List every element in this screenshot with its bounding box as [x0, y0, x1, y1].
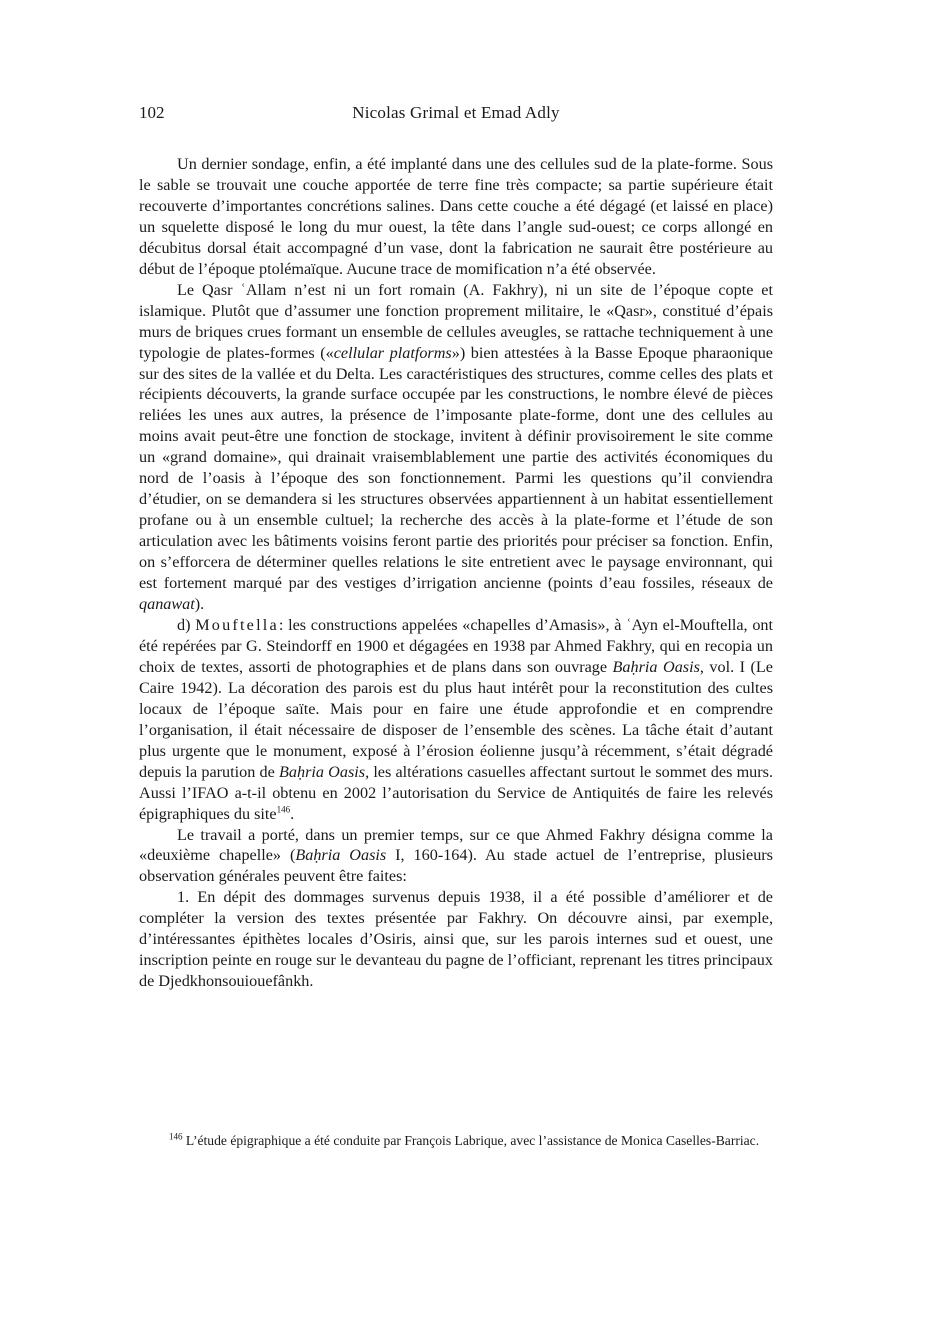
section-label: d) — [177, 615, 196, 634]
text-run: I, 160-164). Au stade actuel de l’entreprise, plusieurs observation générales peuvent être faites: — [139, 846, 773, 886]
body-text — [139, 154, 773, 992]
text-run: , les altérations casuelles affectant surtout le sommet des murs. Aussi l’IFAO a-t-il obtenu en 2002 l’autorisation du Service de Antiquités de faire les relevés épigraphiques du site — [139, 762, 773, 823]
footnote-text: L’étude épigraphique a été conduite par François Labrique, avec l’assistance de Monica Caselles-Barriac. — [182, 1133, 760, 1148]
italic-term: qanawat — [139, 595, 195, 614]
italic-title: Baḥria Oasis — [295, 846, 387, 865]
text-run: ») bien attestées à la Basse Epoque pharaonique sur des sites de la vallée et du Delta. Les caractéristiques des structures, comme celles des plats et récipients découverts, la grande surface occupée par les constructions, le nombre élevé de pièces reliées les unes aux autres, la présence de l’imposante plate-forme, dont une des cellules au moins avait peut-être une fonction de stockage, invitent à définir provisoirement le site comme un «grand domaine», qui drainait vraisemblablement une partie des activités économiques du nord de l’oasis à l’époque des son fonctionnement. Parmi les questions qu’il conviendra d’étudier, on se demandera si les structures observées appartiennent à un habitat essentiellement profane ou à un ensemble cultuel; la recherche des accès à la plate-forme et l’étude de son articulation avec les bâtiments voisins feront partie des priorités pour préciser sa fonction. Enfin, on s’efforcera de déterminer quelles relations le site entretient avec le paysage environnant, qui est fortement marqué par des vestiges d’irrigation ancienne (points d’eau fossiles, réseaux de — [139, 343, 773, 593]
italic-term: cellular platforms — [333, 343, 452, 362]
running-title: Nicolas Grimal et Emad Adly — [352, 103, 560, 122]
text-run: , vol. I (Le Caire 1942). La décoration des parois est du plus haut intérêt pour la reconstitution des cultes locaux de l’époque saïte. Mais pour en faire une étude approfondie et en comprendre l’organisation, il était nécessaire de disposer de l’ensemble des scènes. La tâche était d’autant plus urgente que le monument, exposé à l’érosion éolienne jusqu’à récemment, s’était dégradé depuis la parution de — [139, 657, 773, 781]
text-run: Le Qasr ʿAllam n’est ni un fort romain (A. Fakhry), ni un site de l’époque copte et islamique. Plutôt que d’assumer une fonction proprement militaire, le «Qasr», constitué d’épais murs de briques crues formant un ensemble de cellules aveugles, se rattache techniquement à une typologie de plates-formes (« — [139, 280, 773, 362]
text-run: Le travail a porté, dans un premier temps, sur ce que Ahmed Fakhry désigna comme la «deuxième chapelle» ( — [139, 825, 773, 865]
page-number: 102 — [139, 103, 165, 122]
text-run: . — [290, 804, 295, 823]
footnote-146 — [139, 1132, 773, 1150]
running-head — [139, 101, 773, 125]
paragraph-sondage-text: Un dernier sondage, enfin, a été implanté dans une des cellules sud de la plate-forme. Sous le sable se trouvait une couche apportée de terre fine très compacte; sa partie supérieure était recouverte d’importantes concrétions salines. Dans cette couche a été dégagé (et laissé en place) un squelette disposé le long du mur ouest, la tête dans l’angle sud-ouest; ce corps allongé en décubitus dorsal était accompagné d’un vase, dont la fabrication ne saurait être postérieure au début de l’époque ptolémaïque. Aucune trace de momification n’a été observée. — [139, 155, 773, 278]
italic-title: Baḥria Oasis — [612, 657, 700, 676]
paragraph-qasr-allam — [139, 280, 773, 615]
paragraph-item-1 — [139, 887, 773, 992]
paragraph-sondage — [139, 154, 773, 280]
paragraph-travail — [139, 825, 773, 888]
text-run: ). — [194, 595, 205, 614]
italic-title: Baḥria Oasis — [279, 762, 366, 781]
footnote-ref[interactable]: 146 — [276, 804, 291, 815]
footnotes — [139, 1132, 773, 1150]
text-run: : les constructions appelées «chapelles d’Amasis», à ʿAyn el-Mouftella, ont été repérées par G. Steindorff en 1900 et dégagées en 1938 par Ahmed Fakhry, qui en recopia un choix de textes, assorti de photographies et de plans dans son ouvrage — [139, 615, 773, 676]
footnote-number: 146 — [169, 1131, 183, 1142]
paragraph-item-1-text: 1. En dépit des dommages survenus depuis 1938, il a été possible d’améliorer et de compléter la version des textes présentée par Fakhry. On découvre ainsi, par exemple, d’intéressantes épithètes locales d’Osiris, ainsi que, sur les parois internes sud et ouest, une inscription peinte en rouge sur le devanteau du pagne de l’officiant, reprenant les titres principaux de Djedkhonsouiouefânkh. — [139, 888, 773, 991]
section-title-spaced: Mouftella — [195, 615, 279, 634]
paragraph-mouftella — [139, 615, 773, 825]
